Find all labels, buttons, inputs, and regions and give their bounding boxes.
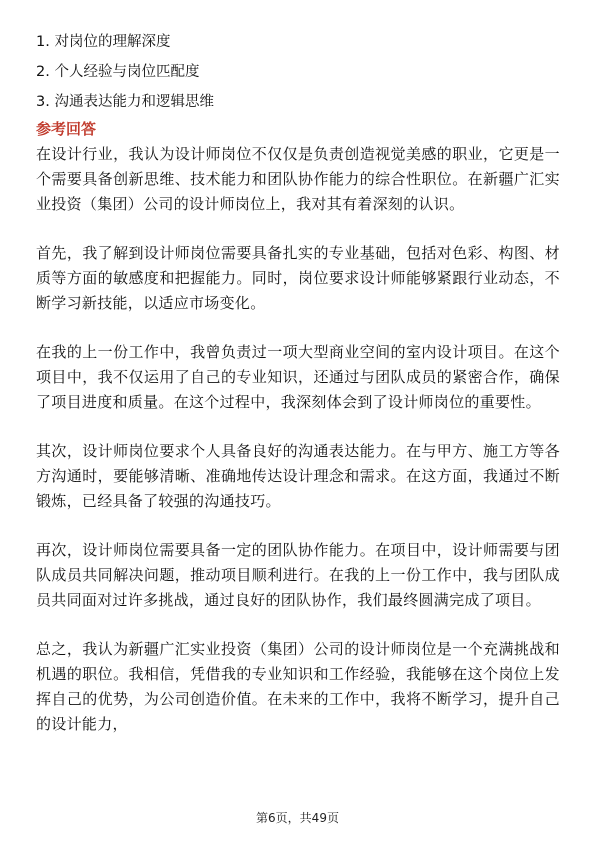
criteria-item: 3. 沟通表达能力和逻辑思维 xyxy=(36,94,214,110)
page-number: 第6页，共49页 xyxy=(256,811,339,825)
answer-paragraph: 再次，设计师岗位需要具备一定的团队协作能力。在项目中，设计师需要与团队成员共同解决问题，推动项目顺利进行。在我的上一份工作中，我与团队成员共同面对过许多挑战，通过良好的团队协作，我们最终圆满完成了项目。 xyxy=(36,541,560,609)
evaluation-criteria-list xyxy=(36,33,560,111)
answer-paragraph: 在设计行业，我认为设计师岗位不仅仅是负责创造视觉美感的职业，它更是一个需要具备创新思维、技术能力和团队协作能力的综合性职位。在新疆广汇实业投资（集团）公司的设计师岗位上，我对其有着深刻的认识。 xyxy=(36,145,560,213)
answer-paragraph: 首先，我了解到设计师岗位需要具备扎实的专业基础，包括对色彩、构图、材质等方面的敏感度和把握能力。同时，岗位要求设计师能够紧跟行业动态，不断学习新技能，以适应市场变化。 xyxy=(36,244,560,312)
page-content xyxy=(36,33,560,737)
criteria-item: 1. 对岗位的理解深度 xyxy=(36,34,171,50)
answer-paragraph: 在我的上一份工作中，我曾负责过一项大型商业空间的室内设计项目。在这个项目中，我不仅运用了自己的专业知识，还通过与团队成员的紧密合作，确保了项目进度和质量。在这个过程中，我深刻体会到了设计师岗位的重要性。 xyxy=(36,343,560,411)
answer-heading: 参考回答 xyxy=(36,120,97,138)
answer-paragraph: 总之，我认为新疆广汇实业投资（集团）公司的设计师岗位是一个充满挑战和机遇的职位。我相信，凭借我的专业知识和工作经验，我能够在这个岗位上发挥自己的优势，为公司创造价值。在未来的工作中，我将不断学习，提升自己的设计能力， xyxy=(36,640,560,733)
answer-paragraph: 其次，设计师岗位要求个人具备良好的沟通表达能力。在与甲方、施工方等各方沟通时，要能够清晰、准确地传达设计理念和需求。在这方面，我通过不断锻炼，已经具备了较强的沟通技巧。 xyxy=(36,442,560,510)
criteria-item: 2. 个人经验与岗位匹配度 xyxy=(36,64,200,80)
